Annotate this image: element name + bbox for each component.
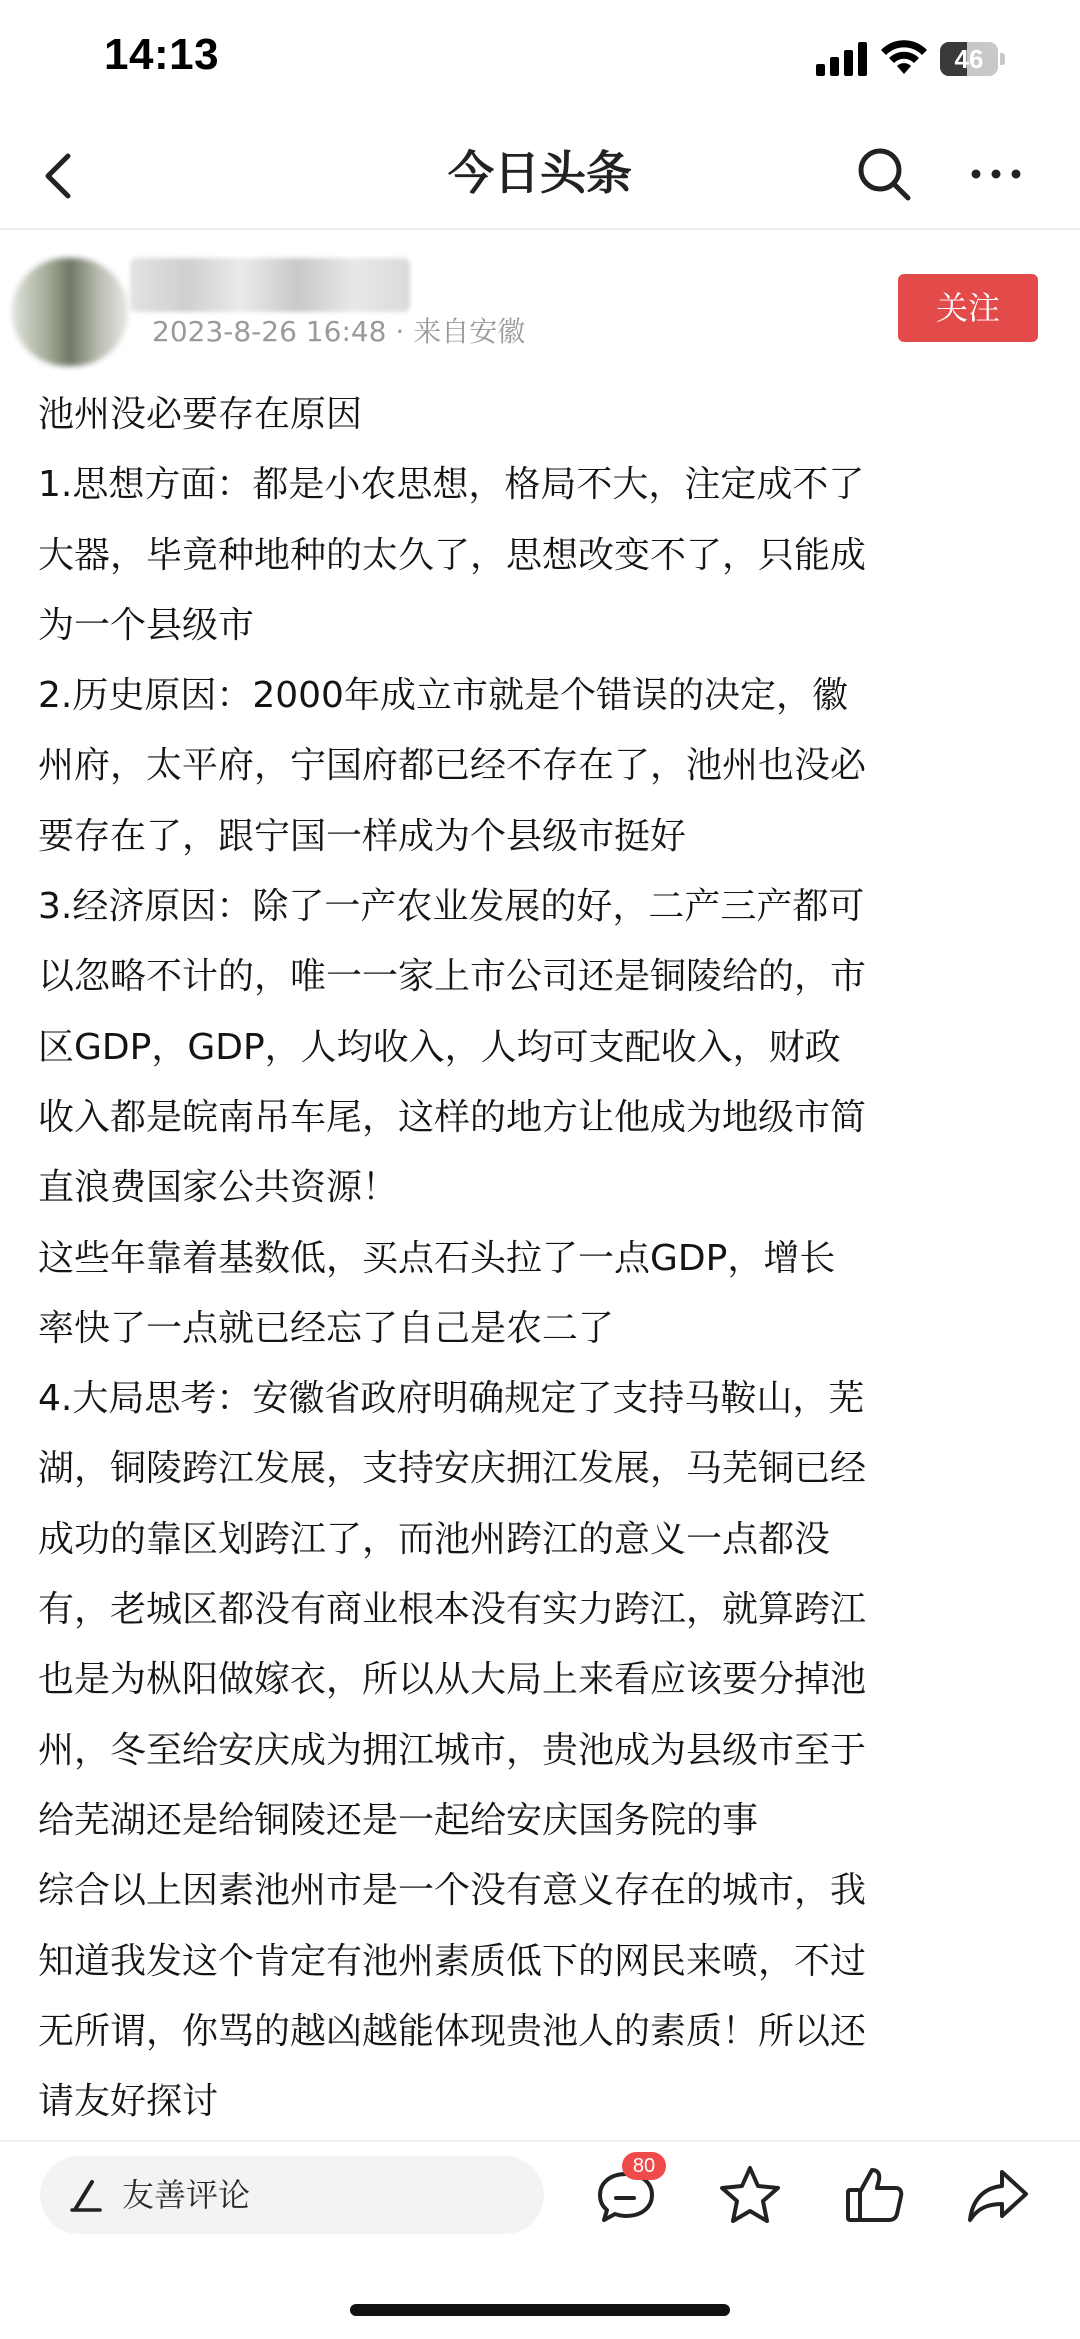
- article-line: 请友好探讨: [38, 2081, 219, 2123]
- thumbs-up-icon[interactable]: [840, 2162, 908, 2228]
- article-line: 以忽略不计的，唯一一家上市公司还是铜陵给的，市: [38, 956, 867, 998]
- article-line: 2.历史原因：2000年成立市就是个错误的决定，徽: [38, 675, 848, 717]
- article-line: 湖，铜陵跨江发展，支持安庆拥江发展，马芜铜已经: [38, 1448, 867, 1490]
- avatar[interactable]: [12, 258, 128, 366]
- search-icon[interactable]: [854, 144, 914, 204]
- article-line: 率快了一点就已经忘了自己是农二了: [38, 1307, 615, 1349]
- article-line: 成功的靠区划跨江了，而池州跨江的意义一点都没: [38, 1518, 831, 1560]
- article-line: 给芜湖还是给铜陵还是一起给安庆国务院的事: [38, 1799, 759, 1841]
- star-icon[interactable]: [716, 2162, 784, 2228]
- home-indicator: [350, 2304, 730, 2316]
- article-line: 也是为枞阳做嫁衣，所以从大局上来看应该要分掉池: [38, 1659, 867, 1701]
- share-icon[interactable]: [964, 2162, 1032, 2228]
- status-time: 14:13: [104, 30, 220, 79]
- article-line: 知道我发这个肯定有池州素质低下的网民来喷，不过: [38, 1940, 867, 1982]
- comment-input[interactable]: [40, 2156, 544, 2234]
- page-title: 今日头条: [448, 146, 632, 200]
- comment-placeholder: 友善评论: [122, 2176, 251, 2214]
- article-line: 要存在了，跟宁国一样成为个县级市挺好: [38, 815, 687, 857]
- battery-icon: [940, 42, 1006, 76]
- status-bar: [0, 0, 1080, 122]
- article-line: 3.经济原因：除了一产农业发展的好，二产三产都可: [38, 886, 865, 928]
- wifi-icon: [880, 40, 928, 76]
- comment-count-badge: 80: [622, 2152, 666, 2180]
- post-meta: 2023-8-26 16:48 · 来自安徽: [152, 315, 526, 348]
- pen-icon: [68, 2176, 104, 2214]
- article-line: 区GDP，GDP，人均收入，人均可支配收入，财政: [38, 1026, 841, 1068]
- back-chevron-icon[interactable]: [36, 148, 84, 204]
- article-line: 1.思想方面：都是小农思想，格局不大，注定成不了: [38, 464, 865, 506]
- article-line: 大器，毕竟种地种的太久了，思想改变不了，只能成: [38, 534, 867, 576]
- article-line: 4.大局思考：安徽省政府明确规定了支持马鞍山，芜: [38, 1378, 865, 1420]
- article-line: 有，老城区都没有商业根本没有实力跨江，就算跨江: [38, 1589, 867, 1631]
- article-line: 这些年靠着基数低，买点石头拉了一点GDP，增长: [38, 1237, 836, 1279]
- article-line: 州府，太平府，宁国府都已经不存在了，池州也没必: [38, 745, 867, 787]
- author-row: [0, 230, 1080, 370]
- article-line: 州，冬至给安庆成为拥江城市，贵池成为县级市至于: [38, 1729, 867, 1771]
- article-body: [38, 380, 1048, 2137]
- nav-bar: [0, 122, 1080, 230]
- article-line: 收入都是皖南吊车尾，这样的地方让他成为地级市简: [38, 1096, 867, 1138]
- article-line: 无所谓，你骂的越凶越能体现贵池人的素质！所以还: [38, 2010, 867, 2052]
- battery-level: 46: [954, 44, 984, 74]
- author-name-redacted[interactable]: [130, 258, 410, 312]
- article-line: 直浪费国家公共资源！: [38, 1167, 399, 1209]
- follow-button[interactable]: 关注: [898, 274, 1038, 342]
- more-dots-icon[interactable]: [966, 152, 1026, 196]
- signal-bars-icon: [816, 42, 868, 76]
- article-line: 为一个县级市: [38, 604, 255, 646]
- bottom-action-bar: [0, 2140, 1080, 2339]
- article-line: 综合以上因素池州市是一个没有意义存在的城市，我: [38, 1870, 867, 1912]
- article-line: 池州没必要存在原因: [38, 394, 363, 435]
